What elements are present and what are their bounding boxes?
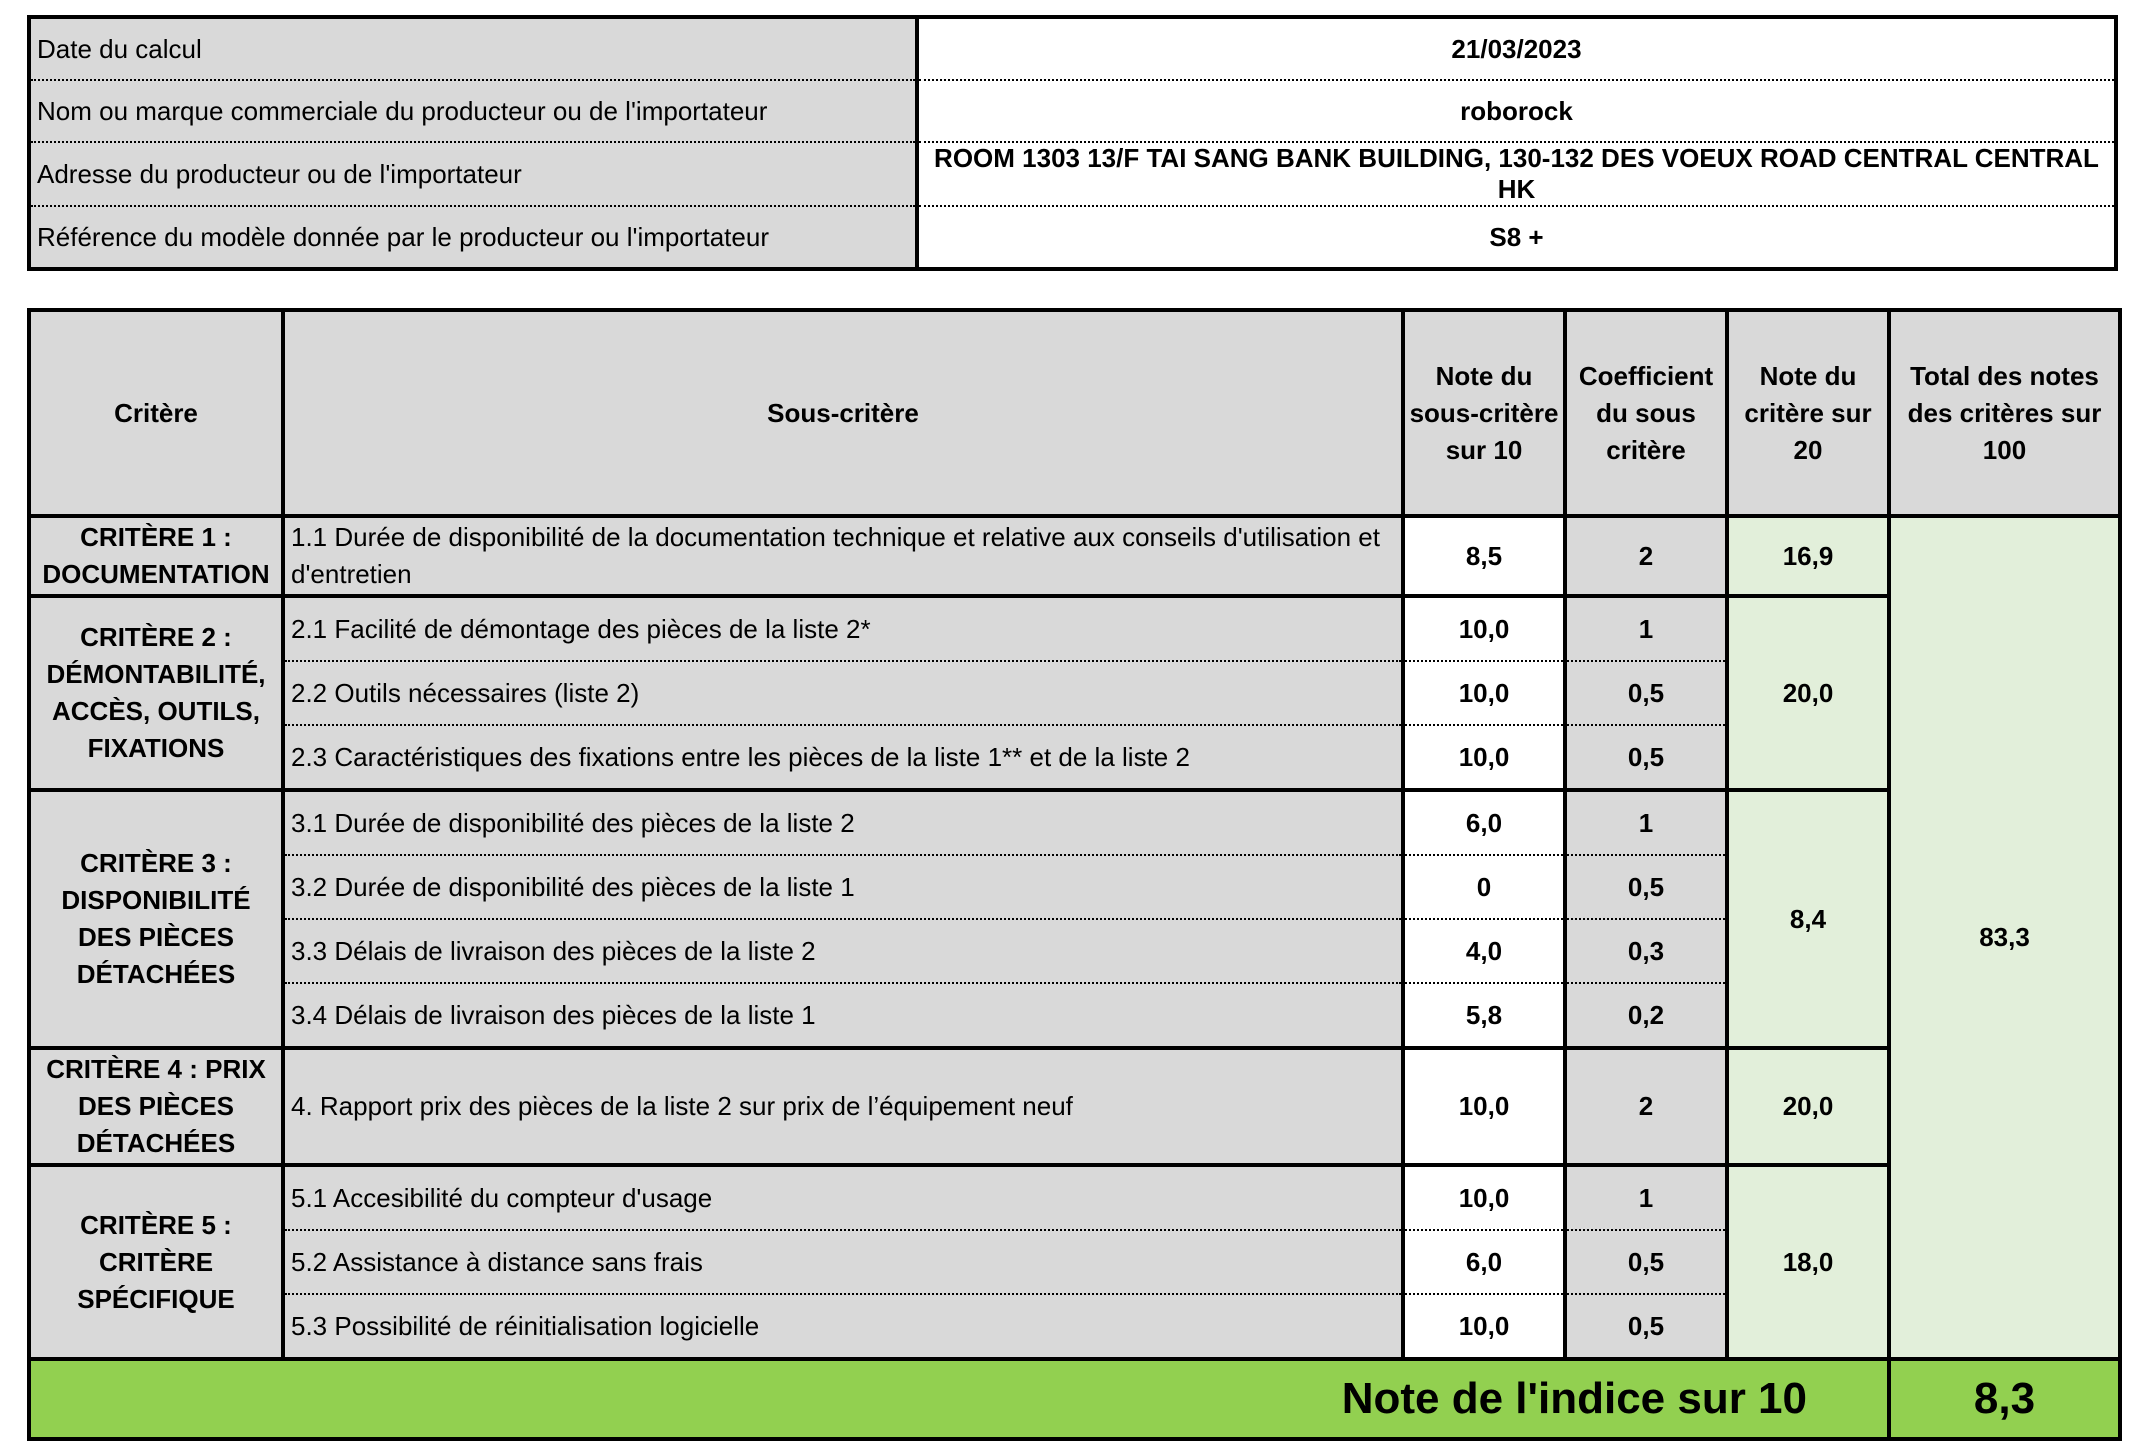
- info-row: [29, 206, 2116, 269]
- sub-criterion-note: 10,0: [1403, 725, 1565, 790]
- score-table: [27, 308, 2122, 1441]
- criterion-name: CRITÈRE 5 : CRITÈRE SPÉCIFIQUE: [29, 1165, 283, 1359]
- header-coefficient: Coefficient du sous critère: [1565, 310, 1727, 516]
- sub-criterion-label: 3.2 Durée de disponibilité des pièces de la liste 1: [283, 855, 1403, 919]
- info-value: S8 +: [1489, 221, 1544, 252]
- sub-criterion-note: 0: [1403, 855, 1565, 919]
- criterion-name: CRITÈRE 3 : DISPONIBILITÉ DES PIÈCES DÉTACHÉES: [29, 790, 283, 1048]
- info-label: Date du calcul: [29, 17, 917, 80]
- sub-criterion-note: 8,5: [1403, 516, 1565, 596]
- header-note-critere: Note du critère sur 20: [1727, 310, 1889, 516]
- sub-criterion-note: 5,8: [1403, 983, 1565, 1048]
- criterion-score: 20,0: [1727, 1048, 1889, 1165]
- sub-criterion-coefficient: 0,5: [1565, 855, 1727, 919]
- sub-criterion-coefficient: 2: [1565, 516, 1727, 596]
- criterion-name: CRITÈRE 2 : DÉMONTABILITÉ, ACCÈS, OUTILS, FIXATIONS: [29, 596, 283, 790]
- final-index-label: Note de l'indice sur 10: [29, 1359, 1889, 1439]
- sub-criterion-label: 4. Rapport prix des pièces de la liste 2 sur prix de l’équipement neuf: [283, 1048, 1403, 1165]
- total-score: 83,3: [1889, 516, 2120, 1359]
- header-sous-critere: Sous-critère: [283, 310, 1403, 516]
- sub-criterion-coefficient: 0,5: [1565, 1294, 1727, 1359]
- criterion-score: 20,0: [1727, 596, 1889, 790]
- table-row: [29, 1165, 2120, 1230]
- sub-criterion-label: 3.3 Délais de livraison des pièces de la liste 2: [283, 919, 1403, 983]
- sub-criterion-note: 10,0: [1403, 1165, 1565, 1230]
- header-critere: Critère: [29, 310, 283, 516]
- sub-criterion-coefficient: 2: [1565, 1048, 1727, 1165]
- sub-criterion-coefficient: 0,5: [1565, 661, 1727, 725]
- final-index-value: 8,3: [1889, 1359, 2120, 1439]
- criterion-score: 18,0: [1727, 1165, 1889, 1359]
- table-row: [29, 596, 2120, 661]
- sub-criterion-note: 10,0: [1403, 1048, 1565, 1165]
- sub-criterion-note: 10,0: [1403, 1294, 1565, 1359]
- sub-criterion-note: 6,0: [1403, 790, 1565, 855]
- sub-criterion-label: 5.1 Accesibilité du compteur d'usage: [283, 1165, 1403, 1230]
- criterion-name: CRITÈRE 1 : DOCUMENTATION: [29, 516, 283, 596]
- sub-criterion-label: 2.2 Outils nécessaires (liste 2): [283, 661, 1403, 725]
- sub-criterion-coefficient: 1: [1565, 596, 1727, 661]
- table-row: [29, 790, 2120, 855]
- sub-criterion-label: 1.1 Durée de disponibilité de la documentation technique et relative aux conseils d'utilisation et d'entretien: [283, 516, 1403, 596]
- criterion-score: 8,4: [1727, 790, 1889, 1048]
- info-row: [29, 17, 2116, 80]
- sub-criterion-coefficient: 1: [1565, 790, 1727, 855]
- info-label: Adresse du producteur ou de l'importateur: [29, 142, 917, 206]
- sub-criterion-coefficient: 1: [1565, 1165, 1727, 1230]
- header-row: [29, 310, 2120, 516]
- sub-criterion-note: 10,0: [1403, 596, 1565, 661]
- info-table: [27, 15, 2118, 271]
- sub-criterion-label: 3.4 Délais de livraison des pièces de la liste 1: [283, 983, 1403, 1048]
- sub-criterion-note: 10,0: [1403, 661, 1565, 725]
- info-label: Nom ou marque commerciale du producteur ou de l'importateur: [29, 80, 917, 142]
- criterion-score: 16,9: [1727, 516, 1889, 596]
- table-row: [29, 516, 2120, 596]
- info-label: Référence du modèle donnée par le producteur ou l'importateur: [29, 206, 917, 269]
- criterion-name: CRITÈRE 4 : PRIX DES PIÈCES DÉTACHÉES: [29, 1048, 283, 1165]
- sub-criterion-coefficient: 0,2: [1565, 983, 1727, 1048]
- table-row: [29, 1048, 2120, 1165]
- info-row: [29, 80, 2116, 142]
- info-value: 21/03/2023: [917, 17, 2116, 80]
- info-value: ROOM 1303 13/F TAI SANG BANK BUILDING, 130-132 DES VOEUX ROAD CENTRAL CENTRAL HK: [917, 142, 2116, 206]
- sub-criterion-coefficient: 0,5: [1565, 725, 1727, 790]
- sub-criterion-coefficient: 0,5: [1565, 1230, 1727, 1294]
- header-note-sous-critere: Note du sous-critère sur 10: [1403, 310, 1565, 516]
- sub-criterion-label: 2.1 Facilité de démontage des pièces de la liste 2*: [283, 596, 1403, 661]
- final-row: [29, 1359, 2120, 1439]
- header-total: Total des notes des critères sur 100: [1889, 310, 2120, 516]
- info-value: roborock: [917, 80, 2116, 142]
- sub-criterion-note: 6,0: [1403, 1230, 1565, 1294]
- info-row: [29, 142, 2116, 206]
- sub-criterion-coefficient: 0,3: [1565, 919, 1727, 983]
- sub-criterion-label: 5.2 Assistance à distance sans frais: [283, 1230, 1403, 1294]
- sub-criterion-label: 2.3 Caractéristiques des fixations entre les pièces de la liste 1** et de la liste 2: [283, 725, 1403, 790]
- sub-criterion-label: 3.1 Durée de disponibilité des pièces de la liste 2: [283, 790, 1403, 855]
- sub-criterion-note: 4,0: [1403, 919, 1565, 983]
- sub-criterion-label: 5.3 Possibilité de réinitialisation logicielle: [283, 1294, 1403, 1359]
